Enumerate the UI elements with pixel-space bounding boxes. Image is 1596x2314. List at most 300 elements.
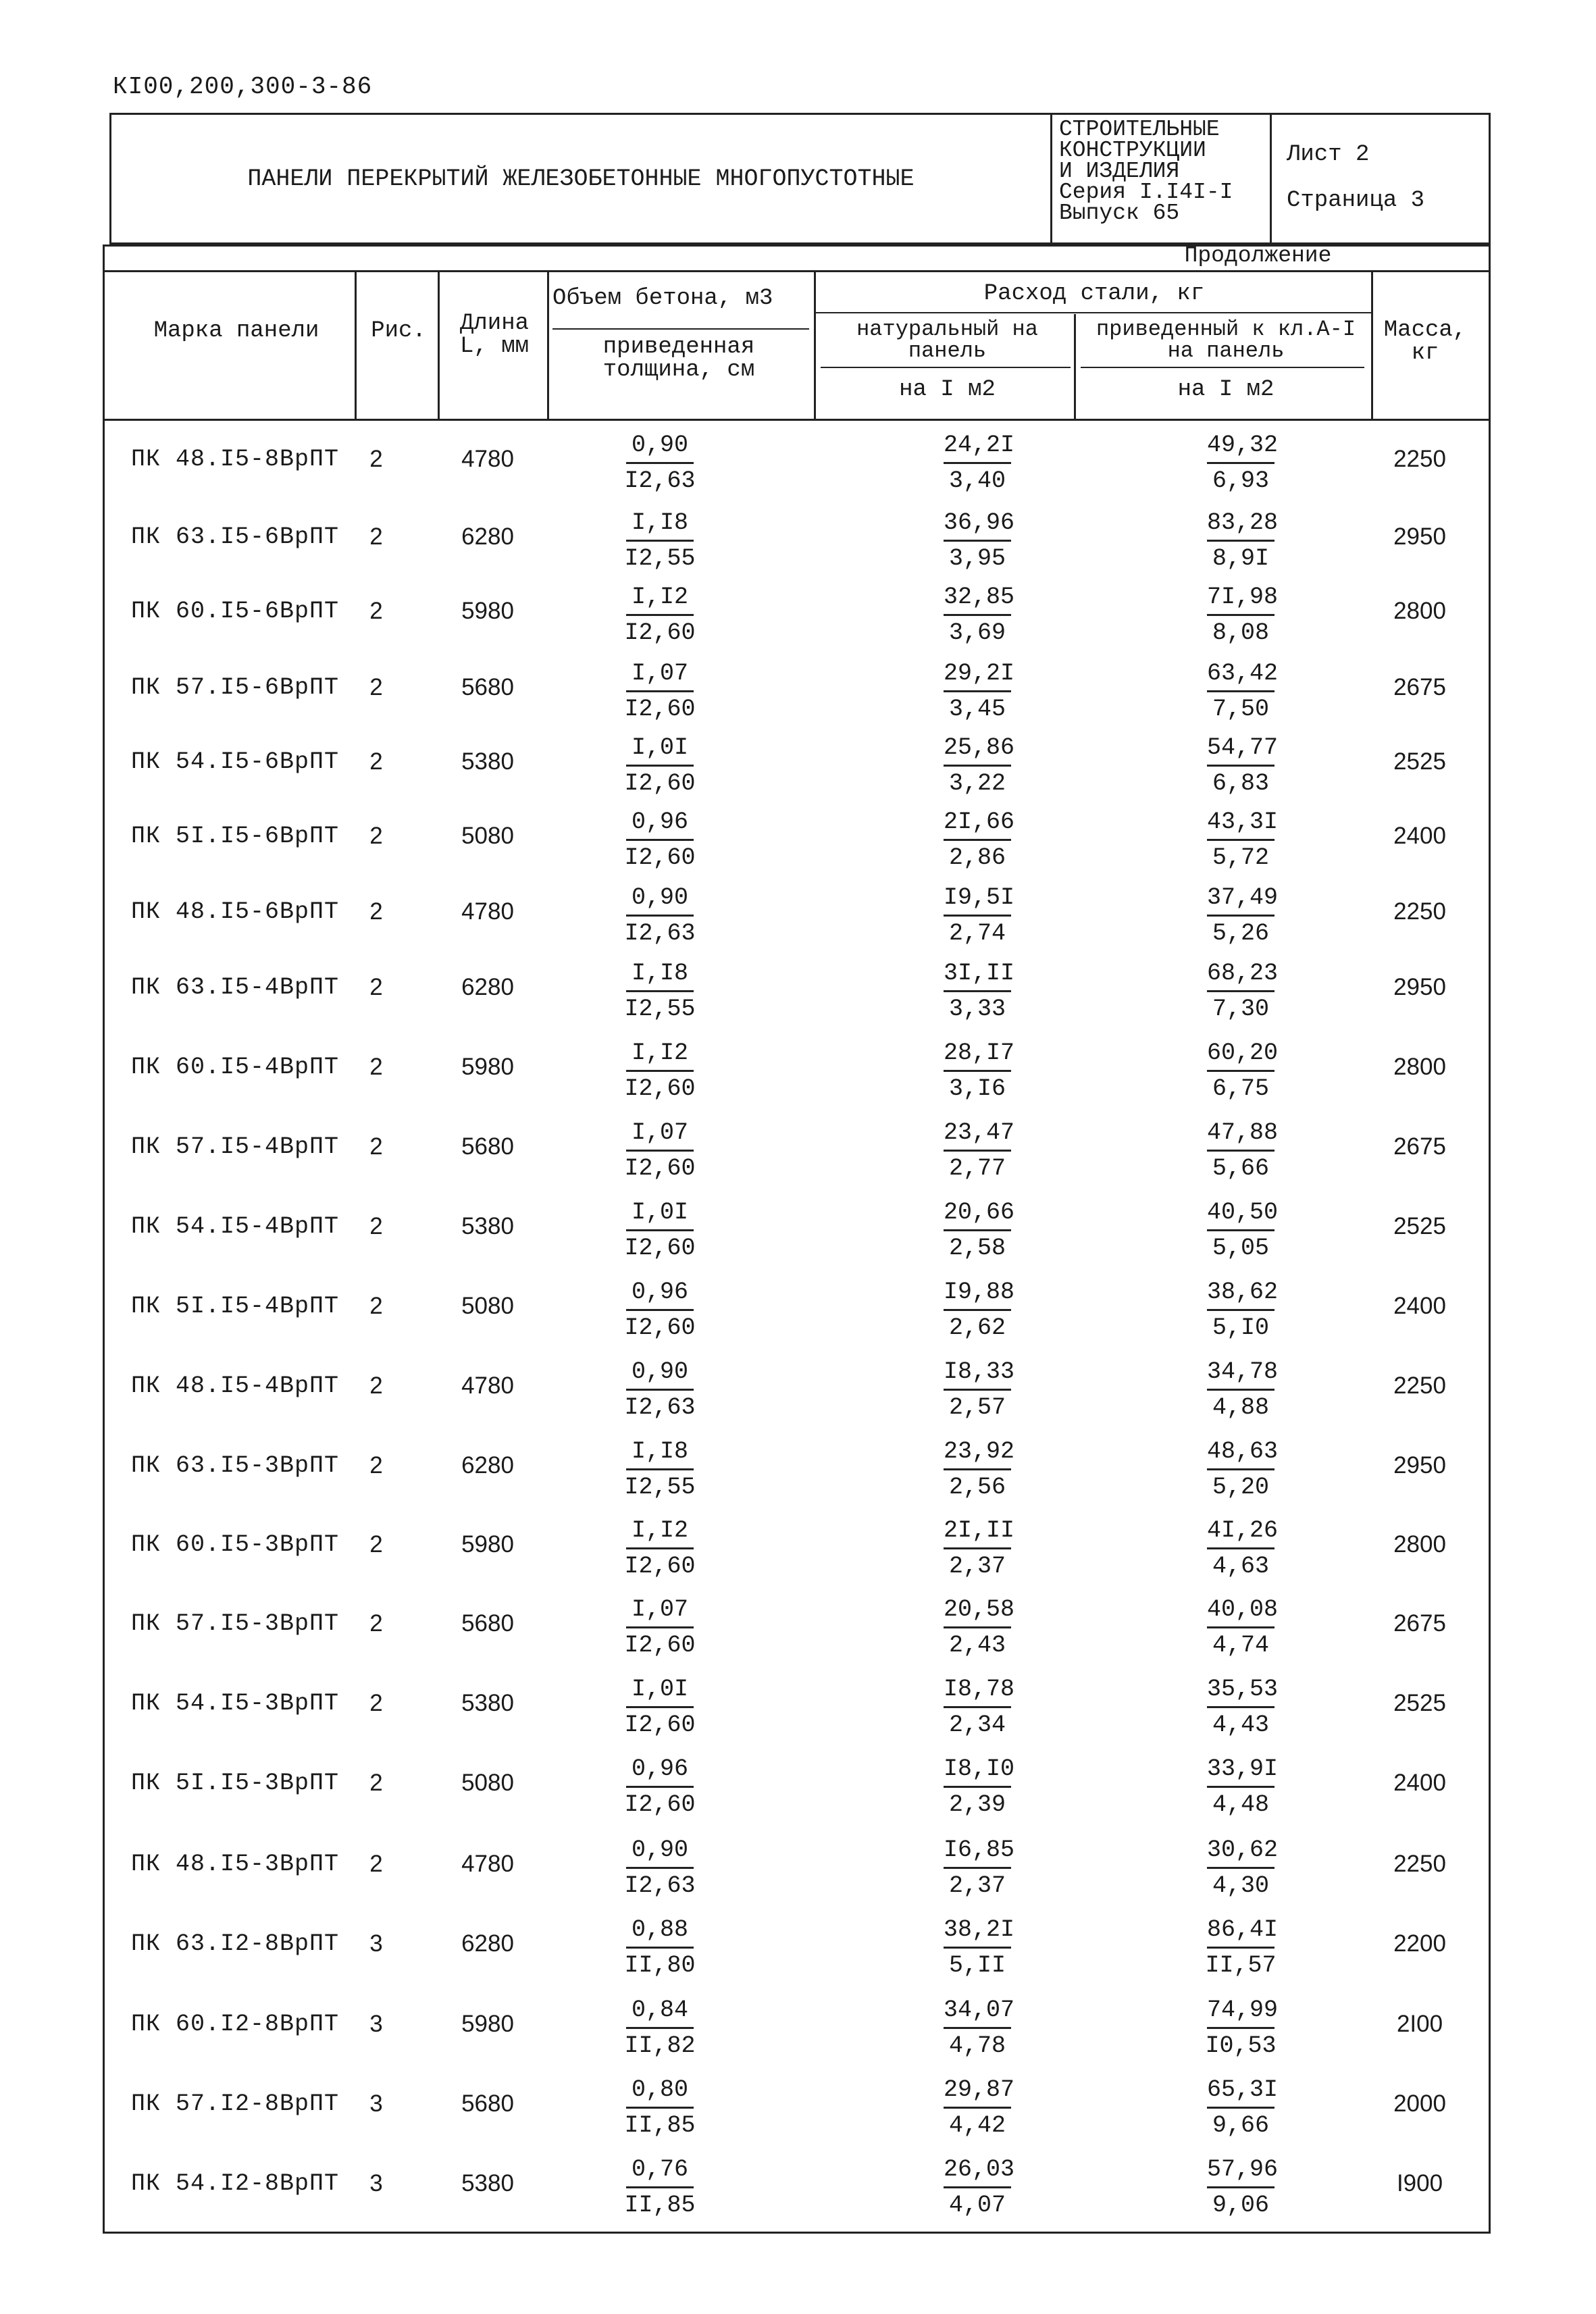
figure-number: 2 [369,1054,383,1080]
header-natural: натуральный на панель [856,317,1038,363]
natural-steel-panel: I9,5I [944,881,1011,917]
natural-steel-fraction [937,1514,1018,1583]
reduced-steel-fraction [1200,881,1281,950]
panel-mass: 2250 [1393,1851,1446,1877]
panel-mark: ПК 60.I2-8ВрПТ [131,2011,340,2038]
concrete-volume: I,I2 [626,1514,694,1549]
natural-steel-fraction [937,2153,1018,2222]
header-concrete-volume: Объем бетона, м3 [552,286,773,311]
series-line-2: КОНСТРУКЦИИ [1059,138,1206,163]
col-line-nat [814,270,816,419]
natural-steel-panel: 28,I7 [944,1036,1011,1072]
natural-steel-panel: 2I,II [944,1514,1011,1549]
figure-number: 3 [369,2090,383,2117]
figure-number: 2 [369,446,383,472]
reduced-steel-m2: 5,05 [1212,1235,1269,1262]
reduced-steel-panel: 37,49 [1207,881,1275,917]
reduced-steel-m2: 5,72 [1212,844,1269,871]
concrete-volume: I,I2 [626,580,694,616]
figure-number: 2 [369,598,383,624]
panel-mark: ПК 63.I5-6ВрПТ [131,523,340,550]
reduced-steel-fraction [1200,428,1281,498]
panel-mass: 2250 [1393,1372,1446,1399]
reduced-steel-m2: 8,08 [1212,619,1269,646]
natural-steel-panel: I6,85 [944,1833,1011,1869]
natural-steel-fraction [937,657,1018,726]
concrete-volume: 0,90 [626,428,694,464]
table-row [103,1193,1487,1271]
concrete-fraction [619,805,700,875]
panel-length: 5380 [461,1213,514,1239]
reduced-thickness: I2,60 [624,619,696,646]
reduced-steel-fraction [1200,1275,1281,1345]
reduced-steel-fraction [1200,657,1281,726]
concrete-volume: I,I8 [626,956,694,992]
natural-steel-panel: 29,87 [944,2073,1011,2109]
concrete-volume: I,0I [626,731,694,767]
concrete-volume: I,07 [626,657,694,692]
natural-steel-m2: 3,45 [948,696,1006,723]
sheet-number: Лист 2 [1287,142,1370,168]
header-mark: Марка панели [153,318,319,344]
reduced-steel-fraction [1200,506,1281,575]
natural-steel-panel: I8,78 [944,1672,1011,1708]
reduced-steel-panel: 74,99 [1207,1993,1275,2029]
reduced-steel-panel: 35,53 [1207,1672,1275,1708]
panel-mass: 2800 [1393,1054,1446,1080]
panel-length: 4780 [461,446,514,472]
natural-steel-fraction [937,1275,1018,1345]
table-row [103,1511,1487,1589]
natural-steel-panel: 3I,II [944,956,1011,992]
title-divider-1 [1050,113,1052,245]
figure-number: 2 [369,1690,383,1716]
reduced-thickness: I2,60 [624,1712,696,1739]
panel-length: 6280 [461,974,514,1000]
natural-steel-panel: I8,33 [944,1355,1011,1391]
panel-mark: ПК 48.I5-3ВрПТ [131,1851,340,1878]
panel-length: 6280 [461,1930,514,1957]
header-steel-consumption: Расход стали, кг [983,281,1205,307]
reduced-steel-fraction [1200,1435,1281,1504]
natural-steel-m2: 4,07 [948,2192,1006,2219]
concrete-fraction [619,1036,700,1106]
reduced-steel-m2: 5,26 [1212,920,1269,947]
figure-number: 3 [369,1930,383,1957]
panel-length: 6280 [461,523,514,550]
natural-steel-panel: 20,66 [944,1195,1011,1231]
header-per-m2-reduced: на I м2 [1177,377,1275,403]
reduced-steel-fraction [1200,2073,1281,2142]
reduced-steel-m2: 4,30 [1212,1872,1269,1899]
series-block [1059,119,1262,224]
natural-steel-m2: 5,II [948,1952,1006,1979]
figure-number: 2 [369,898,383,925]
reduced-steel-fraction [1200,1195,1281,1265]
natural-steel-m2: 2,34 [948,1712,1006,1739]
panel-mark: ПК 48.I5-4ВрПТ [131,1372,340,1399]
natural-steel-fraction [937,506,1018,575]
table-row [103,1749,1487,1828]
natural-steel-panel: 24,2I [944,428,1011,464]
figure-number: 2 [369,748,383,775]
panel-mass: 2400 [1393,1770,1446,1796]
reduced-steel-fraction [1200,1036,1281,1106]
natural-steel-fraction [937,1993,1018,2063]
reduced-steel-fraction [1200,2153,1281,2222]
natural-steel-panel: 29,2I [944,657,1011,692]
table-row [103,1352,1487,1431]
panel-length: 5080 [461,1293,514,1319]
concrete-fraction [619,428,700,498]
reduced-steel-panel: 68,23 [1207,956,1275,992]
concrete-volume: 0,84 [626,1993,694,2029]
figure-number: 3 [369,2011,383,2037]
table-row [103,1670,1487,1748]
panel-mark: ПК 54.I2-8ВрПТ [131,2170,340,2197]
figure-number: 2 [369,1851,383,1877]
reduced-steel-panel: 83,28 [1207,506,1275,542]
panel-length: 5680 [461,1610,514,1637]
concrete-volume: I,I2 [626,1036,694,1072]
concrete-fraction [619,657,700,726]
page-number: Страница 3 [1287,188,1425,213]
figure-number: 2 [369,823,383,849]
reduced-steel-fraction [1200,731,1281,800]
figure-number: 3 [369,2170,383,2196]
natural-steel-panel: 38,2I [944,1913,1011,1949]
natural-steel-m2: 3,95 [948,545,1006,572]
natural-steel-fraction [937,956,1018,1026]
table-row [103,426,1487,504]
reduced-steel-panel: 48,63 [1207,1435,1275,1470]
concrete-volume: I,07 [626,1593,694,1628]
reduced-steel-panel: 54,77 [1207,731,1275,767]
natural-steel-fraction [937,1036,1018,1106]
panel-mass: 2200 [1393,1930,1446,1957]
natural-steel-fraction [937,2073,1018,2142]
natural-steel-fraction [937,580,1018,650]
reduced-steel-m2: 9,06 [1212,2192,1269,2219]
table-row [103,1033,1487,1112]
panel-mass: 2250 [1393,898,1446,925]
table-row [103,654,1487,732]
concrete-fraction [619,731,700,800]
series-line-3: И ИЗДЕЛИЯ [1059,159,1180,184]
concrete-volume: I,0I [626,1195,694,1231]
figure-number: 2 [369,1610,383,1637]
concrete-fraction [619,2153,700,2222]
concrete-volume: 0,80 [626,2073,694,2109]
reduced-steel-panel: 47,88 [1207,1116,1275,1152]
panel-mark: ПК 57.I2-8ВрПТ [131,2090,340,2117]
panel-length: 4780 [461,898,514,925]
panel-mark: ПК 54.I5-3ВрПТ [131,1690,340,1717]
natural-steel-fraction [937,1116,1018,1185]
natural-steel-fraction [937,1593,1018,1662]
panel-length: 4780 [461,1851,514,1877]
natural-steel-m2: 4,42 [948,2112,1006,2139]
table-row [103,503,1487,582]
natural-steel-fraction [937,731,1018,800]
reduced-steel-m2: 5,20 [1212,1474,1269,1501]
natural-steel-fraction [937,1672,1018,1742]
reduced-steel-fraction [1200,580,1281,650]
reduced-thickness: I2,60 [624,1791,696,1818]
concrete-fraction [619,1993,700,2063]
concrete-fraction [619,506,700,575]
concrete-fraction [619,1752,700,1822]
natural-steel-fraction [937,1833,1018,1903]
reduced-steel-fraction [1200,1993,1281,2063]
natural-steel-m2: 2,58 [948,1235,1006,1262]
series-line-5: Выпуск 65 [1059,201,1180,226]
reduced-steel-fraction [1200,1752,1281,1822]
reduced-thickness: I2,63 [624,1394,696,1421]
reduced-steel-m2: 4,43 [1212,1712,1269,1739]
natural-steel-fraction [937,1435,1018,1504]
reduced-steel-m2: II,57 [1205,1952,1277,1979]
natural-steel-fraction [937,805,1018,875]
panel-length: 5380 [461,1690,514,1716]
panel-mass: 2675 [1393,1610,1446,1637]
reduced-steel-m2: 4,74 [1212,1632,1269,1659]
panel-mark: ПК 60.I5-4ВрПТ [131,1054,340,1081]
figure-number: 2 [369,1770,383,1796]
natural-steel-panel: 34,07 [944,1993,1011,2029]
page-title: ПАНЕЛИ ПЕРЕКРЫТИЙ ЖЕЛЕЗОБЕТОННЫЕ МНОГОПУСТОТНЫЕ [247,165,915,192]
concrete-fraction [619,1913,700,1982]
reduced-steel-panel: 7I,98 [1207,580,1275,616]
concrete-fraction [619,1355,700,1424]
panel-mark: ПК 60.I5-6ВрПТ [131,598,340,625]
panel-mass: 2400 [1393,1293,1446,1319]
concrete-fraction [619,1833,700,1903]
concrete-volume: I,07 [626,1116,694,1152]
reduced-thickness: I2,60 [624,844,696,871]
natural-steel-m2: 3,22 [948,770,1006,797]
title-divider-2 [1270,113,1272,245]
natural-steel-m2: 2,56 [948,1474,1006,1501]
concrete-volume: 0,96 [626,805,694,841]
panel-mark: ПК 57.I5-3ВрПТ [131,1610,340,1637]
reduced-steel-panel: 43,3I [1207,805,1275,841]
natural-steel-panel: I8,I0 [944,1752,1011,1788]
reduced-thickness: I2,63 [624,920,696,947]
figure-number: 2 [369,974,383,1000]
concrete-volume: 0,90 [626,881,694,917]
natural-steel-panel: I9,88 [944,1275,1011,1311]
reduced-thickness: I2,60 [624,1632,696,1659]
natural-steel-fraction [937,1913,1018,1982]
panel-length: 5380 [461,748,514,775]
reduced-thickness: I2,60 [624,1235,696,1262]
panel-mass: 2250 [1393,446,1446,472]
panel-mass: 2950 [1393,974,1446,1000]
reduced-steel-panel: 4I,26 [1207,1514,1275,1549]
natural-steel-panel: 2I,66 [944,805,1011,841]
table-row [103,577,1487,656]
reduced-steel-panel: 49,32 [1207,428,1275,464]
table-row [103,1113,1487,1191]
concrete-volume: 0,90 [626,1355,694,1391]
steel-sub-rule [814,312,1371,313]
concrete-volume: 0,96 [626,1275,694,1311]
panel-mass: 2525 [1393,1690,1446,1716]
concrete-fraction [619,1435,700,1504]
reduced-thickness: II,85 [624,2192,696,2219]
reduced-steel-fraction [1200,1913,1281,1982]
table-row [103,2070,1487,2149]
reduced-steel-panel: 40,08 [1207,1593,1275,1628]
figure-number: 2 [369,1293,383,1319]
col-line-len [438,270,440,419]
panel-mark: ПК 5I.I5-4ВрПТ [131,1293,340,1320]
reduced-steel-m2: 6,93 [1212,467,1269,494]
figure-number: 2 [369,1213,383,1239]
panel-mark: ПК 54.I5-6ВрПТ [131,748,340,775]
reduced-steel-m2: 6,83 [1212,770,1269,797]
reduced-steel-panel: 63,42 [1207,657,1275,692]
concrete-volume: 0,90 [626,1833,694,1869]
panel-length: 5980 [461,1054,514,1080]
panel-mass: 2525 [1393,1213,1446,1239]
series-line-1: СТРОИТЕЛЬНЫЕ [1059,117,1220,142]
header-figure: Рис. [371,318,426,344]
natural-steel-m2: 2,37 [948,1872,1006,1899]
table-row [103,1432,1487,1510]
panel-mass: 2675 [1393,674,1446,700]
concrete-fraction [619,1275,700,1345]
reduced-steel-fraction [1200,1116,1281,1185]
natural-steel-m2: 4,78 [948,2032,1006,2059]
concrete-volume: 0,76 [626,2153,694,2188]
natural-steel-panel: 26,03 [944,2153,1011,2188]
natural-steel-m2: 3,69 [948,619,1006,646]
natural-steel-panel: 20,58 [944,1593,1011,1628]
natural-steel-m2: 3,I6 [948,1075,1006,1102]
reduced-steel-m2: 5,I0 [1212,1314,1269,1341]
panel-length: 5980 [461,1531,514,1558]
vol-sub-rule [552,328,809,330]
reduced-steel-m2: 5,66 [1212,1155,1269,1182]
reduced-steel-m2: 4,63 [1212,1553,1269,1580]
reduced-steel-m2: 9,66 [1212,2112,1269,2139]
panel-length: 4780 [461,1372,514,1399]
panel-length: 5680 [461,674,514,700]
natural-steel-m2: 2,57 [948,1394,1006,1421]
panel-mark: ПК 63.I5-4ВрПТ [131,974,340,1001]
panel-mass: 2400 [1393,823,1446,849]
panel-mark: ПК 54.I5-4ВрПТ [131,1213,340,1240]
panel-length: 5080 [461,823,514,849]
panel-length: 5380 [461,2170,514,2196]
natural-steel-fraction [937,1752,1018,1822]
panel-mark: ПК 63.I2-8ВрПТ [131,1930,340,1957]
panel-mass: 2950 [1393,1452,1446,1479]
concrete-fraction [619,956,700,1026]
panel-mark: ПК 5I.I5-6ВрПТ [131,823,340,850]
natural-steel-m2: 2,39 [948,1791,1006,1818]
reduced-steel-panel: 60,20 [1207,1036,1275,1072]
document-code: КI00,200,300-3-86 [113,73,373,101]
panel-mark: ПК 48.I5-8ВрПТ [131,446,340,473]
table-row [103,802,1487,881]
panel-mass: 2525 [1393,748,1446,775]
reduced-steel-panel: 34,78 [1207,1355,1275,1391]
reduced-steel-panel: 38,62 [1207,1275,1275,1311]
reduced-steel-fraction [1200,1355,1281,1424]
table-row [103,878,1487,956]
concrete-fraction [619,1672,700,1742]
natural-steel-m2: 3,40 [948,467,1006,494]
table-row [103,1590,1487,1668]
panel-mass: 2I00 [1396,2011,1443,2037]
natural-steel-panel: 36,96 [944,506,1011,542]
reduced-steel-panel: 30,62 [1207,1833,1275,1869]
reduced-thickness: I2,60 [624,1553,696,1580]
col-line-fig [355,270,357,419]
reduced-steel-m2: I0,53 [1205,2032,1277,2059]
figure-number: 2 [369,1452,383,1479]
reduced-steel-panel: 33,9I [1207,1752,1275,1788]
reduced-steel-m2: 6,75 [1212,1075,1269,1102]
reduced-thickness: I2,60 [624,1314,696,1341]
panel-length: 5680 [461,1133,514,1160]
reduced-thickness: I2,60 [624,1075,696,1102]
reduced-steel-panel: 40,50 [1207,1195,1275,1231]
header-length: Длина L, мм [459,311,530,359]
panel-length: 5980 [461,2011,514,2037]
figure-number: 2 [369,674,383,700]
figure-number: 2 [369,523,383,550]
reduced-thickness: I2,55 [624,996,696,1023]
natural-steel-panel: 23,47 [944,1116,1011,1152]
natural-steel-m2: 3,33 [948,996,1006,1023]
natural-steel-panel: 32,85 [944,580,1011,616]
panel-mass: 2000 [1393,2090,1446,2117]
concrete-fraction [619,881,700,950]
figure-number: 2 [369,1531,383,1558]
reduced-steel-panel: 86,4I [1207,1913,1275,1949]
reduced-steel-fraction [1200,1833,1281,1903]
concrete-fraction [619,1116,700,1185]
figure-number: 2 [369,1133,383,1160]
panel-length: 5980 [461,598,514,624]
natural-steel-panel: 25,86 [944,731,1011,767]
panel-mass: 2800 [1393,598,1446,624]
series-line-4: Серия I.I4I-I [1059,180,1233,205]
header-per-m2-natural: на I м2 [899,377,996,403]
concrete-volume: I,I8 [626,1435,694,1470]
reduced-thickness: II,80 [624,1952,696,1979]
reduced-steel-m2: 8,9I [1212,545,1269,572]
concrete-fraction [619,1195,700,1265]
panel-length: 5080 [461,1770,514,1796]
header-mass: Масса, кг [1383,317,1467,366]
nat-sub-rule [821,367,1071,368]
reduced-steel-panel: 57,96 [1207,2153,1275,2188]
natural-steel-fraction [937,881,1018,950]
reduced-thickness: II,85 [624,2112,696,2139]
table-row [103,1910,1487,1988]
header-reduced-thickness: приведенная толщина, см [602,334,755,383]
reduced-thickness: I2,60 [624,770,696,797]
natural-steel-fraction [937,428,1018,498]
continuation-rule [103,270,1491,272]
panel-mass: 2675 [1393,1133,1446,1160]
natural-steel-panel: 23,92 [944,1435,1011,1470]
